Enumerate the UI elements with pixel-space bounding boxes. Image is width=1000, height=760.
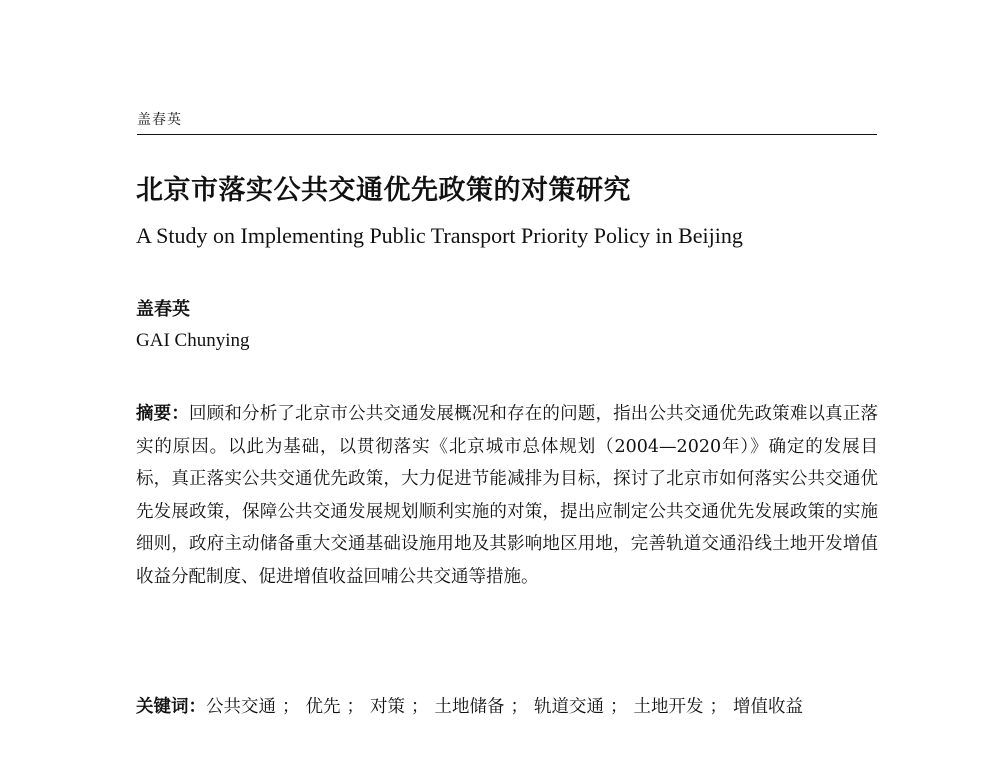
author-name-chinese: 盖春英: [136, 299, 190, 320]
author-name-english: GAI Chunying: [136, 330, 250, 351]
keyword-separator: ；: [411, 697, 429, 717]
keyword: 优先: [305, 697, 341, 717]
abstract-text: 回顾和分析了北京市公共交通发展概况和存在的问题，指出公共交通优先政策难以真正落实的原因。以此为基础，以贯彻落实《北京城市总体规划（2004—2020年）》确定的发展目标，真正落实公共交通优先政策，大力促进节能减排为目标，探讨了北京市如何落实公共交通优先发展政策，保障公共交通发展规划顺利实施的对策，提出应制定公共交通优先发展政策的实施细则，政府主动储备重大交通基础设施用地及其影响地区用地，完善轨道交通沿线土地开发增值收益分配制度、促进增值收益回哺公共交通等措施。: [136, 404, 879, 587]
keyword: 轨道交通: [534, 697, 604, 717]
running-header-author: 盖春英: [137, 112, 182, 128]
keyword-separator: ；: [610, 697, 628, 717]
paper-title-english: A Study on Implementing Public Transport Priority Policy in Beijing: [136, 223, 743, 248]
keyword: 对策: [370, 697, 405, 717]
keyword: 土地储备: [434, 697, 505, 717]
keyword-separator: ；: [709, 697, 727, 717]
keyword-separator: ；: [282, 697, 300, 717]
running-header: [137, 108, 877, 135]
keyword: 增值收益: [733, 697, 803, 717]
abstract: [136, 398, 878, 593]
keyword-separator: ；: [346, 697, 364, 717]
paper-title-chinese: 北京市落实公共交通优先政策的对策研究: [136, 175, 631, 206]
abstract-label: 摘要：: [136, 404, 190, 424]
keywords: [136, 693, 878, 718]
keyword: 土地开发: [633, 697, 704, 717]
keyword-separator: ；: [510, 697, 528, 717]
keywords-label: 关键词：: [136, 697, 206, 717]
keyword: 公共交通: [206, 697, 276, 717]
